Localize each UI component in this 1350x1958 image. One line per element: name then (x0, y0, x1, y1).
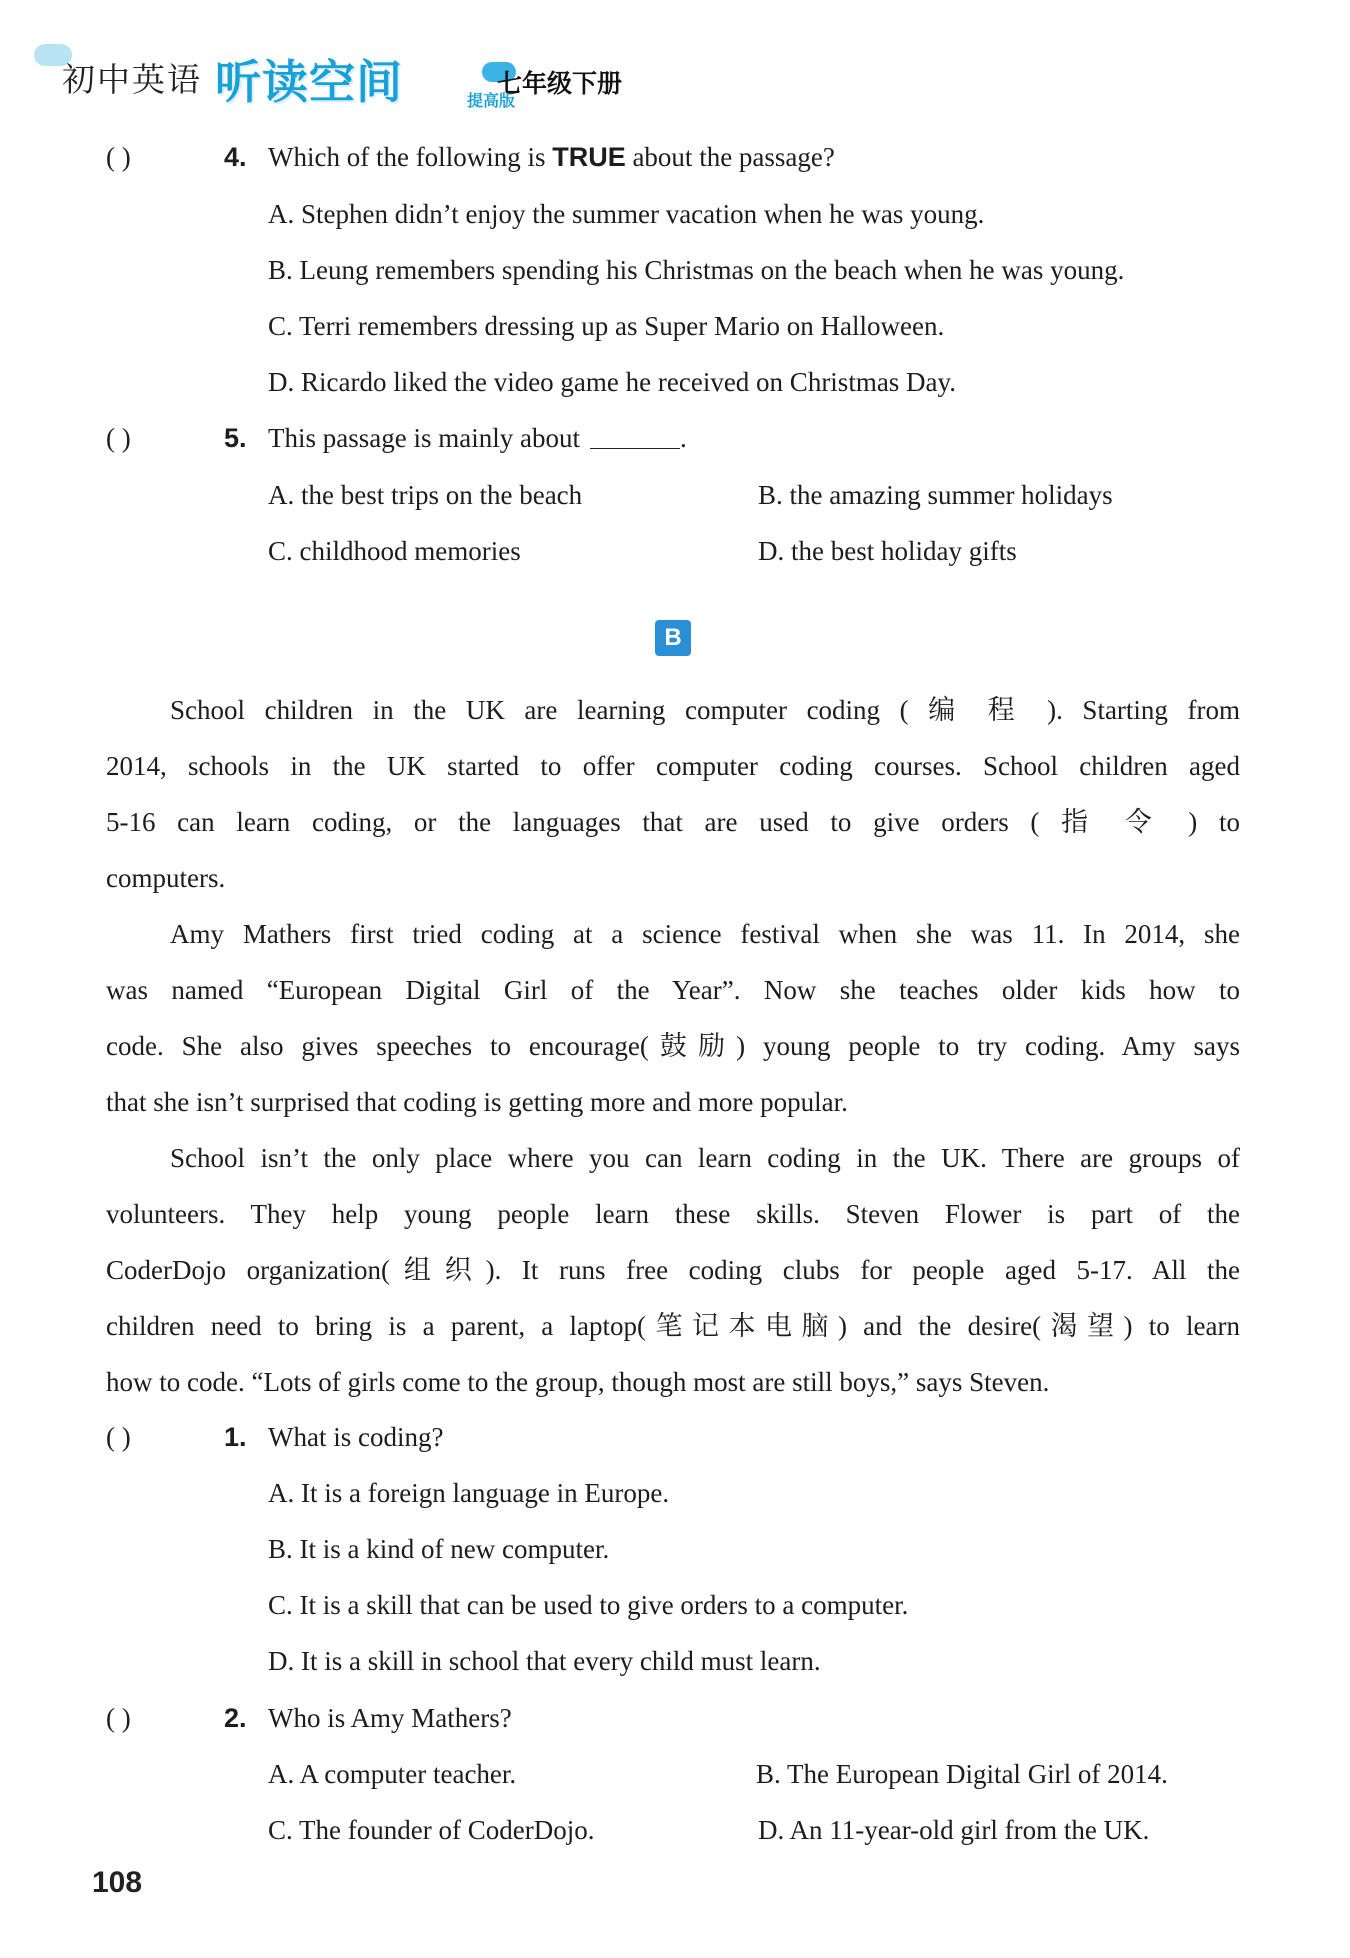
option-c: C. The founder of CoderDojo. (268, 1815, 595, 1845)
answer-paren: ( ) (106, 423, 131, 453)
passage-line: 5-16 can learn coding, or the languages that are used to give orders ( 指 令 ) to (106, 807, 1240, 837)
passage-line: 2014, schools in the UK started to offer computer coding courses. School children aged (106, 751, 1240, 781)
option-c: C. It is a skill that can be used to give orders to a computer. (268, 1590, 909, 1620)
passage-line: computers. (106, 863, 226, 893)
page-number: 108 (92, 1866, 143, 1899)
passage-paragraph-3 (106, 1130, 1240, 1410)
passage-line: code. She also gives speeches to encourage(鼓励) young people to try coding. Amy says (106, 1031, 1240, 1061)
passage-line: that she isn’t surprised that coding is getting more and more popular. (106, 1087, 848, 1117)
answer-blank (590, 426, 680, 449)
series-label: 初中英语 (62, 60, 202, 99)
question-number: 5. (224, 423, 247, 453)
option-d: D. Ricardo liked the video game he received on Christmas Day. (268, 367, 957, 397)
option-c: C. Terri remembers dressing up as Super Mario on Halloween. (268, 311, 945, 341)
page-header (30, 36, 690, 116)
question-stem: This passage is mainly about . (268, 423, 687, 453)
passage-line: CoderDojo organization(组织). It runs free coding clubs for people aged 5-17. All the (106, 1255, 1240, 1285)
answer-paren: ( ) (106, 1703, 131, 1733)
passage-line: School children in the UK are learning computer coding ( 编 程 ). Starting from (170, 695, 1240, 725)
question-number: 2. (224, 1703, 247, 1733)
grade-label: 七年级下册 (497, 69, 623, 98)
question-number: 1. (224, 1422, 247, 1452)
passage-paragraph-1 (106, 682, 1240, 906)
edition-label: 提高版 (467, 91, 516, 110)
emphasis-text: TRUE (552, 142, 626, 172)
question-stem: What is coding? (268, 1422, 444, 1452)
option-b: B. It is a kind of new computer. (268, 1534, 610, 1564)
option-b: B. Leung remembers spending his Christmas on the beach when he was young. (268, 255, 1125, 285)
question-number: 4. (224, 142, 247, 172)
option-d: D. An 11-year-old girl from the UK. (758, 1815, 1150, 1845)
option-b: B. the amazing summer holidays (758, 480, 1113, 510)
passage-line: how to code. “Lots of girls come to the group, though most are still boys,” says Steven. (106, 1367, 1050, 1397)
option-a: A. the best trips on the beach (268, 480, 583, 510)
option-a: A. A computer teacher. (268, 1759, 517, 1789)
passage-line: was named “European Digital Girl of the Year”. Now she teaches older kids how to (106, 975, 1240, 1005)
passage-line: School isn’t the only place where you can learn coding in the UK. There are groups of (170, 1143, 1240, 1173)
passage-paragraph-2 (106, 906, 1240, 1130)
option-d: D. the best holiday gifts (758, 536, 1017, 566)
answer-paren: ( ) (106, 1422, 131, 1452)
question-stem: Who is Amy Mathers? (268, 1703, 512, 1733)
passage-line: Amy Mathers first tried coding at a science festival when she was 11. In 2014, she (170, 919, 1240, 949)
option-d: D. It is a skill in school that every child must learn. (268, 1646, 821, 1676)
passage-line: volunteers. They help young people learn these skills. Steven Flower is part of the (106, 1199, 1240, 1229)
passage-line: children need to bring is a parent, a laptop(笔记本电脑) and the desire(渴望) to learn (106, 1311, 1240, 1341)
option-c: C. childhood memories (268, 536, 521, 566)
option-a: A. It is a foreign language in Europe. (268, 1478, 670, 1508)
question-stem: Which of the following is TRUE about the passage? (268, 142, 835, 172)
option-b: B. The European Digital Girl of 2014. (756, 1759, 1168, 1789)
section-b-badge: B (655, 620, 691, 656)
brand-logo-text: 听读空间 (215, 55, 403, 109)
answer-paren: ( ) (106, 142, 131, 172)
option-a: A. Stephen didn’t enjoy the summer vacation when he was young. (268, 199, 985, 229)
